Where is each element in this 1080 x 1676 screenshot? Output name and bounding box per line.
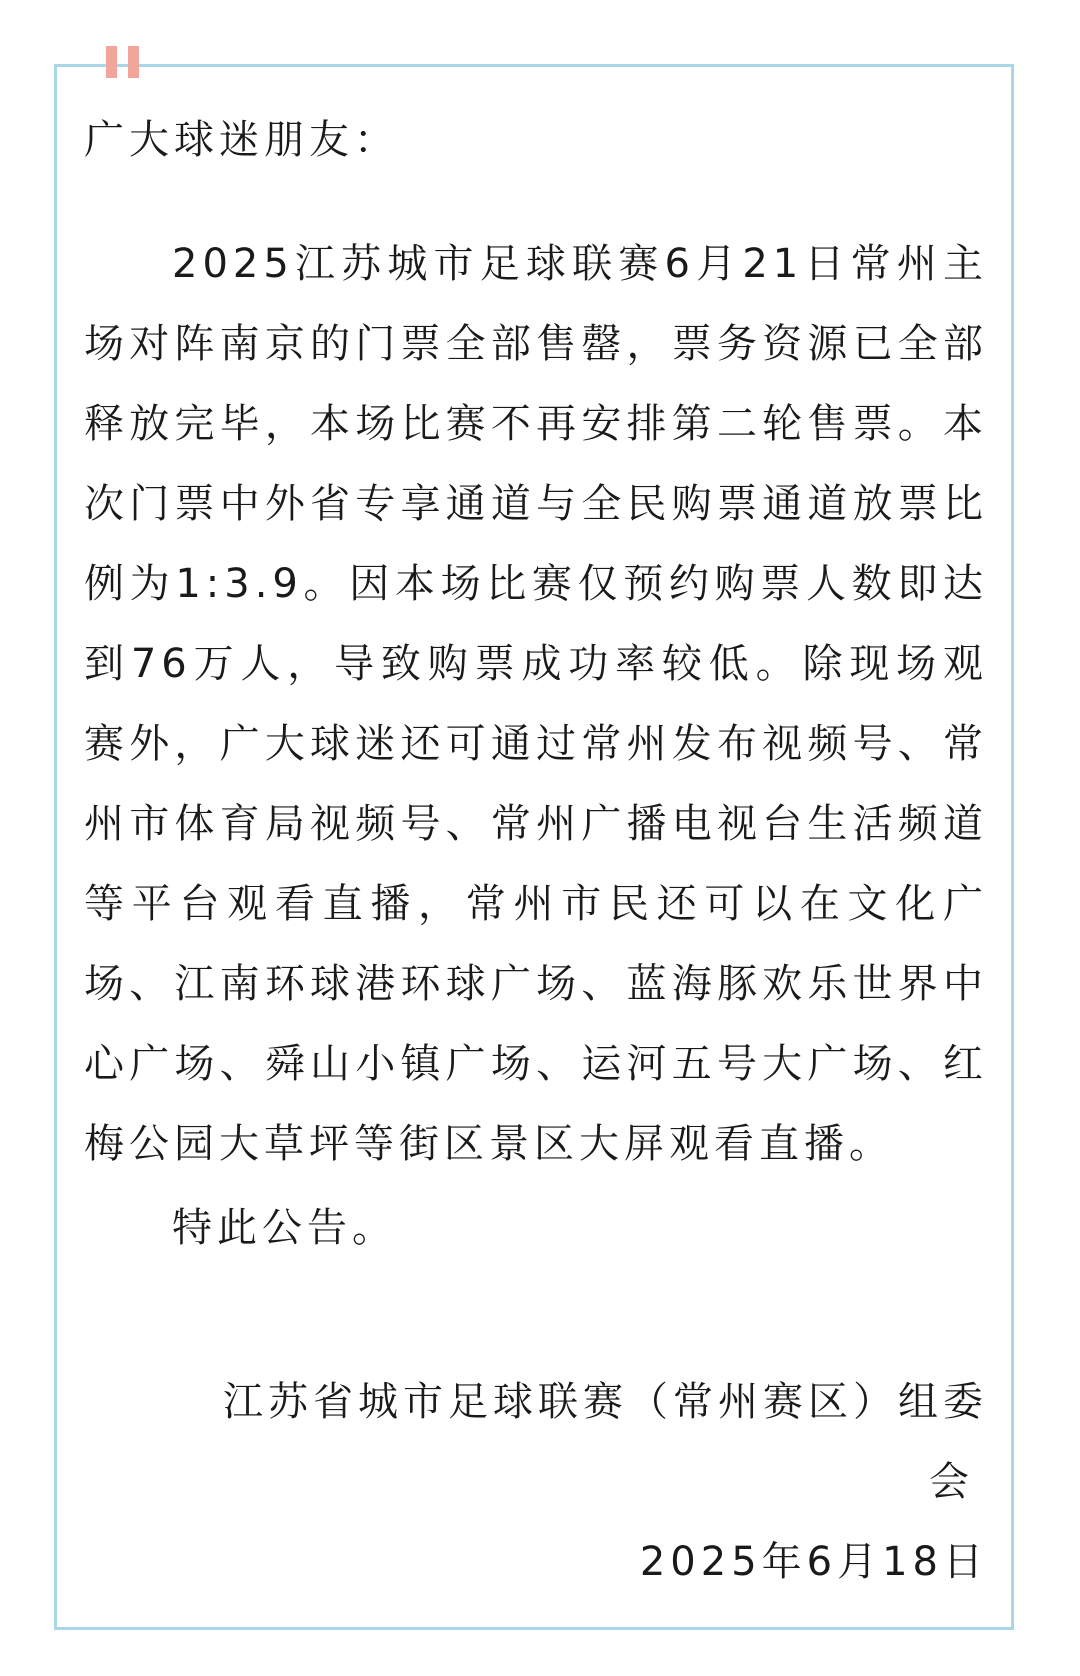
- quote-mark-icon: [106, 46, 117, 78]
- signature-organization: 江苏省城市足球联赛（常州赛区）组委: [223, 1379, 988, 1425]
- notice-content: [84, 100, 988, 1268]
- salutation: 广大球迷朋友：: [84, 117, 399, 163]
- signature-organization-cont: 会: [929, 1459, 974, 1505]
- notice-body: 2025江苏城市足球联赛6月21日常州主场对阵南京的门票全部售罄，票务资源已全部释放完毕，本场比赛不再安排第二轮售票。本次门票中外省专享通道与全民购票通道放票比例为1:3.9。因本场比赛仅预约购票人数即达到76万人，导致购票成功率较低。除现场观赛外，广大球迷还可通过常州发布视频号、常州市体育局视频号、常州广播电视台生活频道等平台观看直播，常州市民还可以在文化广场、江南环球港环球广场、蓝海豚欢乐世界中心广场、舜山小镇广场、运河五号大广场、红梅公园大草坪等街区景区大屏观看直播。: [84, 241, 988, 1167]
- quote-mark-icon: [128, 46, 139, 78]
- signature-date: 2025年6月18日: [639, 1539, 988, 1585]
- closing-remark: 特此公告。: [172, 1205, 397, 1251]
